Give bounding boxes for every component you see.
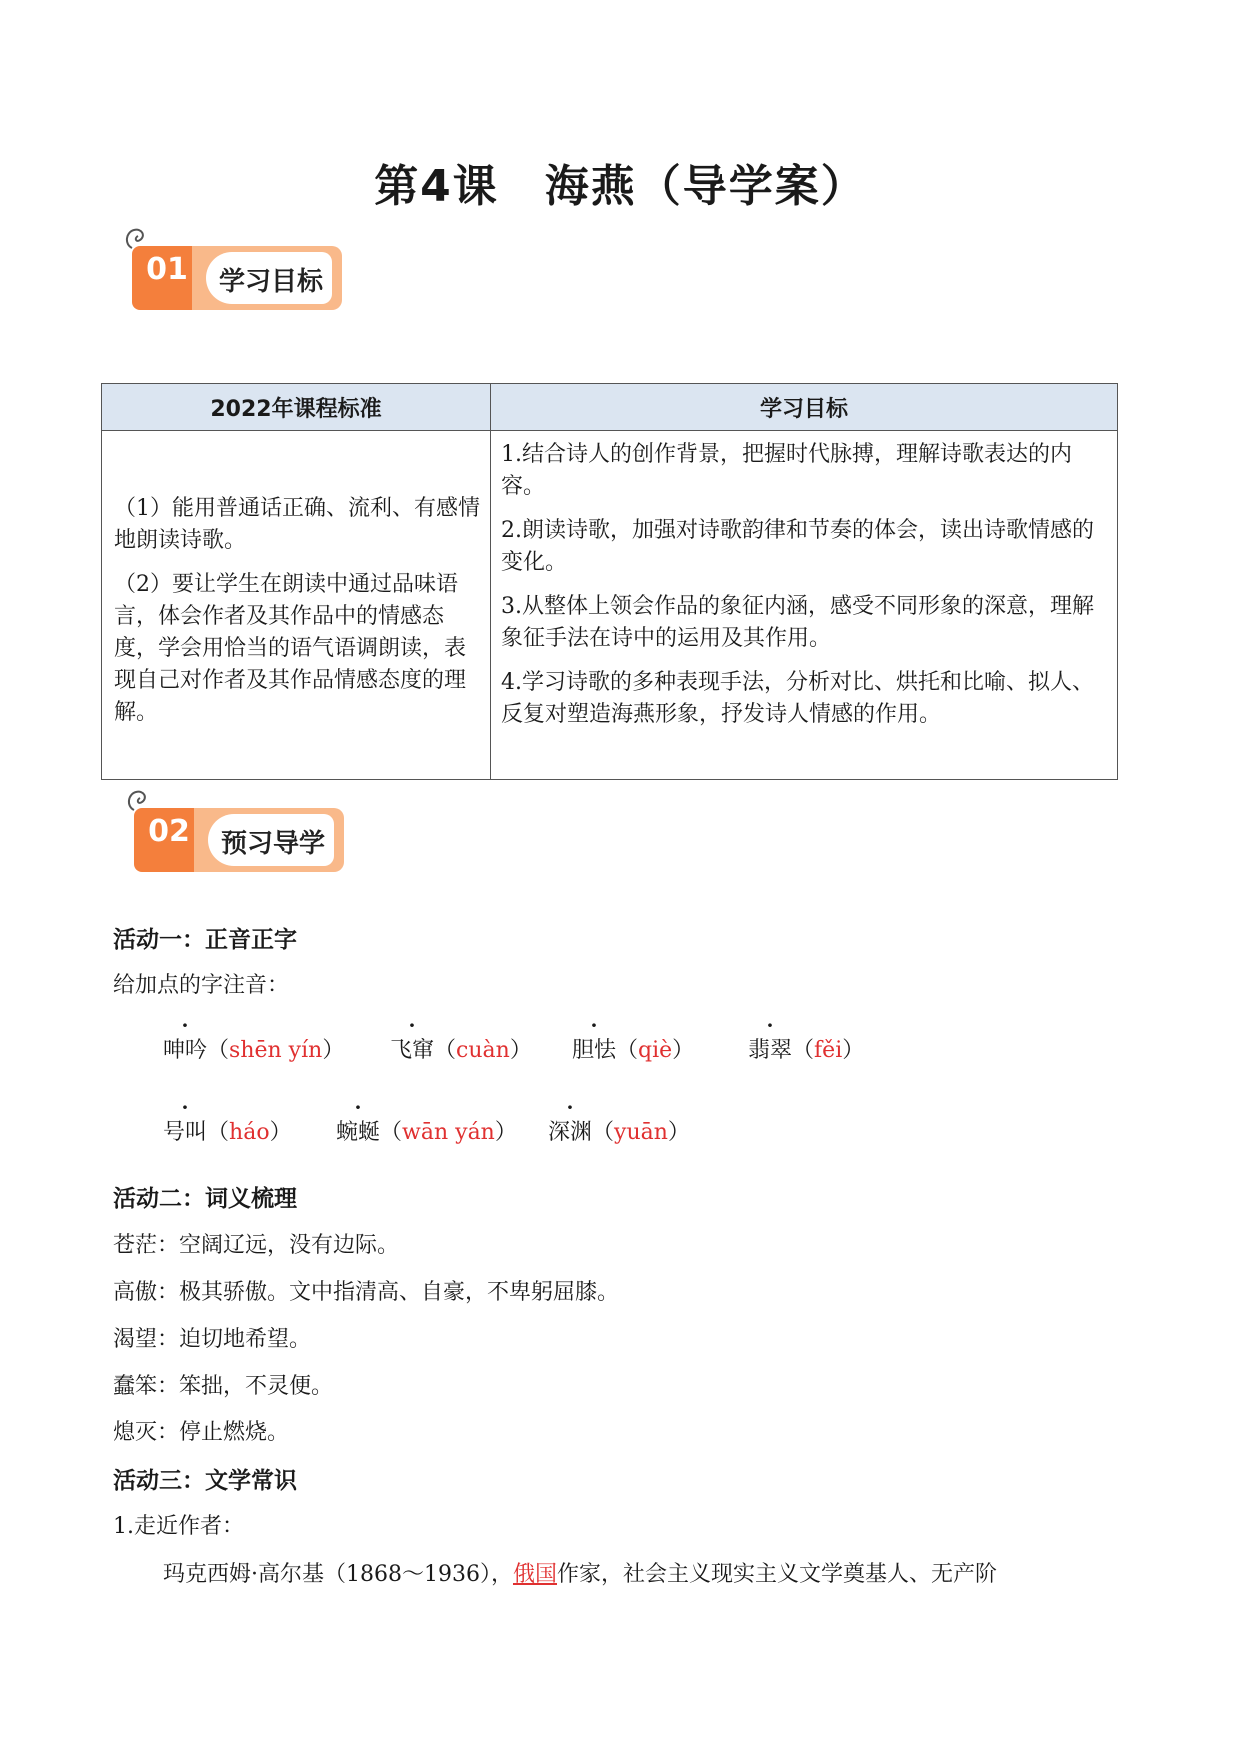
definition-item: 蠢笨：笨拙，不灵便。 [113,1374,334,1399]
section-number: 02 [148,814,190,849]
page-title: 第4课 海燕（导学案） [374,161,867,212]
pinyin-item: 深渊（yuān） [548,1120,690,1145]
goals-cell [491,431,1118,780]
goal-item: 2.朗读诗歌，加强对诗歌韵律和节奏的体会，读出诗歌情感的变化。 [501,518,1094,575]
table-header-standard: 2022年课程标准 [102,384,491,431]
standard-item: （1）能用普通话正确、流利、有感情地朗读诗歌。 [114,496,480,553]
instruction-text: 给加点的字注音： [113,973,290,998]
goal-item: 3.从整体上领会作品的象征内涵，感受不同形象的深意，理解象征手法在诗中的运用及其作用。 [501,594,1094,651]
country-link: 俄国 [512,1562,557,1587]
section-label: 预习导学 [220,829,325,859]
definition-item: 熄灭：停止燃烧。 [113,1420,290,1445]
goal-item: 1.结合诗人的创作背景，把握时代脉搏，理解诗歌表达的内容。 [501,442,1072,499]
activity-heading: 活动一：正音正字 [113,927,297,953]
pinyin-item: 呻吟（shēn yín） [163,1038,345,1063]
pinyin-item: 号叫（háo） [163,1120,292,1145]
activity-heading: 活动三：文学常识 [113,1468,297,1494]
author-paragraph: 玛克西姆·高尔基（1868～1936），俄国作家，社会主义现实主义文学奠基人、无产阶 [163,1562,998,1587]
pinyin-item: 翡翠（fěi） [748,1038,865,1063]
section-badge-goals [110,218,350,318]
subheading: 1.走近作者： [113,1514,244,1539]
goals-table [101,383,1118,780]
section-number: 01 [146,252,188,287]
standards-cell [102,431,491,780]
activity-heading: 活动二：词义梳理 [113,1186,297,1212]
pinyin-item: 胆怯（qiè） [572,1038,695,1063]
section-badge-preview [112,780,352,880]
section-label: 学习目标 [218,267,323,297]
pinyin-item: 飞窜（cuàn） [390,1038,532,1063]
definition-item: 渴望：迫切地希望。 [113,1327,312,1352]
standard-item: （2）要让学生在朗读中通过品味语言，体会作者及其作品中的情感态度，学会用恰当的语气语调朗读，表现自己对作者及其作品情感态度的理解。 [114,572,467,725]
pinyin-item: 蜿蜒（wān yán） [336,1120,517,1145]
table-header-goals: 学习目标 [491,384,1118,431]
definition-item: 高傲：极其骄傲。文中指清高、自豪，不卑躬屈膝。 [113,1280,620,1305]
definition-item: 苍茫：空阔辽远，没有边际。 [113,1233,400,1258]
goal-item: 4.学习诗歌的多种表现手法，分析对比、烘托和比喻、拟人、反复对塑造海燕形象，抒发诗人情感的作用。 [501,670,1094,727]
